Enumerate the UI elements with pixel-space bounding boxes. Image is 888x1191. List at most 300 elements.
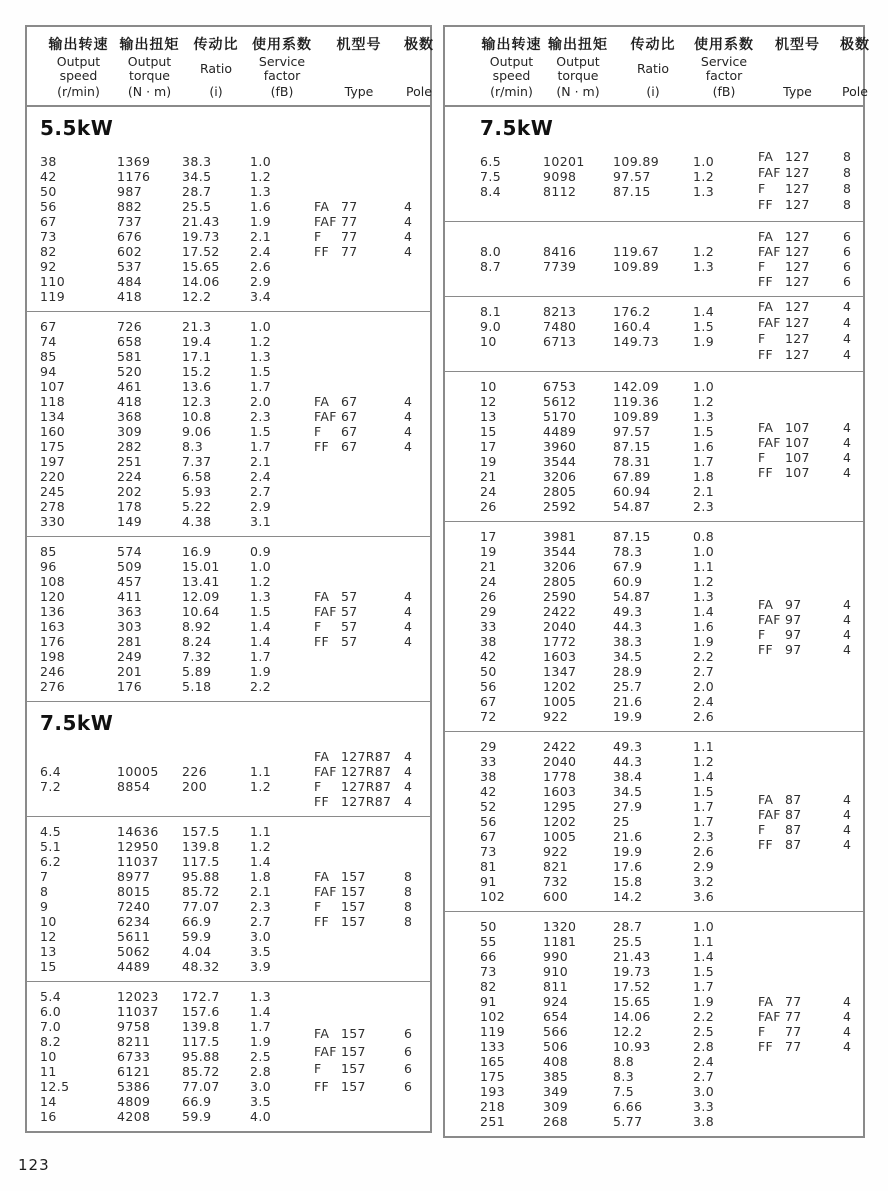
cell-speed: 5.4 — [40, 989, 62, 1004]
cell-speed: 163 — [40, 619, 66, 634]
pole-value: 4 — [843, 994, 851, 1009]
cell-speed: 56 — [40, 199, 57, 214]
cell-speed: 119 — [40, 289, 66, 304]
header-label-en — [117, 54, 182, 84]
type-row — [758, 229, 859, 244]
cell-torque: 5611 — [117, 929, 151, 944]
pole-value: 4 — [404, 439, 412, 454]
table-row — [40, 679, 424, 694]
cell-ratio: 25.7 — [613, 679, 643, 694]
cell-torque: 1005 — [543, 829, 577, 844]
cell-torque: 461 — [117, 379, 143, 394]
type-prefix: F — [314, 899, 322, 914]
cell-torque: 7480 — [543, 319, 577, 334]
type-model: 107 — [785, 434, 810, 450]
pole-value: 4 — [404, 229, 412, 244]
header-label-zh: 极数 — [404, 37, 434, 53]
pole-value: 4 — [843, 821, 851, 837]
header-unit: (fB) — [712, 84, 736, 99]
type-label — [314, 634, 404, 649]
type-prefix: FF — [758, 1039, 773, 1054]
cell-speed: 91 — [480, 874, 497, 889]
cell-ratio: 54.87 — [613, 499, 651, 514]
cell-fb: 1.3 — [693, 589, 715, 604]
cell-speed: 175 — [480, 1069, 506, 1084]
type-label — [314, 914, 404, 929]
cell-speed: 251 — [480, 1114, 506, 1129]
type-row — [758, 196, 859, 212]
cell-speed: 73 — [480, 964, 497, 979]
cell-fb: 1.1 — [693, 934, 715, 949]
cell-ratio: 38.3 — [182, 154, 212, 169]
cell-speed: 7.2 — [40, 779, 62, 794]
type-label — [314, 1061, 404, 1076]
cell-ratio: 176.2 — [613, 304, 651, 319]
cell-ratio: 44.3 — [613, 619, 643, 634]
cell-ratio: 8.3 — [613, 1069, 635, 1084]
spec-block — [27, 817, 430, 982]
type-label — [758, 450, 843, 465]
type-label — [314, 764, 404, 779]
type-prefix: FAF — [758, 314, 781, 330]
type-prefix: FF — [758, 641, 773, 657]
cell-speed: 6.2 — [40, 854, 62, 869]
cell-torque: 1347 — [543, 664, 577, 679]
cell-torque: 1005 — [543, 694, 577, 709]
pole-value: 4 — [843, 330, 851, 346]
type-prefix: FF — [314, 914, 329, 929]
type-row — [758, 597, 859, 612]
type-prefix: FAF — [758, 806, 781, 822]
type-row — [314, 619, 426, 634]
cell-fb: 2.8 — [693, 1039, 715, 1054]
spec-table-left — [25, 25, 432, 1133]
header-en-line: speed — [492, 68, 531, 83]
cell-ratio: 87.15 — [613, 184, 651, 199]
column-header — [404, 34, 434, 99]
column-header — [755, 34, 840, 99]
type-label — [758, 197, 843, 212]
cell-fb: 1.5 — [693, 964, 715, 979]
pole-value: 4 — [404, 619, 412, 634]
table-row — [40, 1004, 424, 1019]
type-prefix: F — [314, 1061, 322, 1077]
cell-ratio: 16.9 — [182, 544, 212, 559]
header-en-line: Ratio — [636, 61, 670, 76]
type-prefix: FF — [314, 794, 329, 809]
header-en-line: torque — [128, 68, 170, 83]
pole-value: 4 — [843, 298, 851, 314]
cell-torque: 176 — [117, 679, 143, 694]
cell-fb: 1.5 — [250, 604, 272, 619]
table-row — [480, 979, 857, 994]
cell-ratio: 12.2 — [182, 289, 212, 304]
cell-torque: 178 — [117, 499, 143, 514]
type-model: 67 — [341, 439, 358, 454]
type-row — [314, 1025, 426, 1043]
cell-ratio: 17.52 — [182, 244, 220, 259]
cell-torque: 9098 — [543, 169, 577, 184]
type-model: 157 — [341, 914, 366, 929]
type-prefix: FAF — [314, 764, 337, 779]
header-unit: Type — [783, 84, 812, 99]
cell-ratio: 119.67 — [613, 244, 660, 259]
type-row — [758, 450, 859, 465]
table-row — [40, 469, 424, 484]
type-prefix: F — [758, 821, 766, 837]
cell-ratio: 28.9 — [613, 664, 643, 679]
cell-speed: 276 — [40, 679, 66, 694]
cell-speed: 245 — [40, 484, 66, 499]
cell-speed: 52 — [480, 799, 497, 814]
type-prefix: FA — [758, 596, 774, 612]
cell-speed: 136 — [40, 604, 66, 619]
cell-fb: 1.4 — [250, 619, 272, 634]
cell-fb: 1.2 — [250, 839, 272, 854]
type-row — [314, 604, 426, 619]
cell-speed: 56 — [480, 814, 497, 829]
cell-speed: 16 — [40, 1109, 57, 1124]
cell-fb: 2.7 — [250, 484, 272, 499]
type-prefix: FA — [314, 589, 330, 604]
type-label — [758, 597, 843, 612]
cell-fb: 1.1 — [693, 739, 715, 754]
table-row — [480, 859, 857, 874]
cell-ratio: 19.73 — [613, 964, 651, 979]
cell-ratio: 60.9 — [613, 574, 643, 589]
header-label-en — [693, 54, 755, 84]
cell-fb: 1.4 — [250, 1004, 272, 1019]
type-prefix: FA — [758, 994, 774, 1009]
type-model: 107 — [785, 464, 810, 480]
type-label — [758, 259, 843, 274]
cell-fb: 3.5 — [250, 944, 272, 959]
cell-speed: 8.0 — [480, 244, 502, 259]
table-row — [480, 694, 857, 709]
type-prefix: FAF — [314, 214, 337, 229]
type-row — [758, 148, 859, 164]
table-row — [480, 919, 857, 934]
cell-ratio: 10.93 — [613, 1039, 651, 1054]
cell-ratio: 97.57 — [613, 169, 651, 184]
cell-fb: 1.7 — [693, 814, 715, 829]
cell-fb: 1.9 — [250, 214, 272, 229]
type-prefix: FAF — [758, 164, 781, 180]
type-prefix: FF — [758, 836, 773, 852]
cell-ratio: 5.77 — [613, 1114, 643, 1129]
cell-torque: 8416 — [543, 244, 577, 259]
cell-ratio: 8.8 — [613, 1054, 635, 1069]
type-row — [758, 642, 859, 657]
pole-value: 4 — [404, 424, 412, 439]
cell-fb: 1.0 — [250, 559, 272, 574]
type-prefix: FA — [758, 229, 774, 244]
cell-torque: 418 — [117, 289, 143, 304]
type-row — [758, 465, 859, 480]
pole-value: 4 — [404, 409, 412, 424]
cell-speed: 42 — [40, 169, 57, 184]
table-row — [480, 709, 857, 724]
type-model: 97 — [785, 641, 802, 657]
type-model: 87 — [785, 821, 802, 837]
table-row — [40, 854, 424, 869]
type-model: 127 — [785, 148, 810, 164]
table-row — [40, 154, 424, 169]
cell-ratio: 4.04 — [182, 944, 212, 959]
cell-torque: 6733 — [117, 1049, 151, 1064]
cell-fb: 1.1 — [250, 824, 272, 839]
cell-speed: 50 — [480, 664, 497, 679]
cell-torque: 12023 — [117, 989, 159, 1004]
cell-ratio: 142.09 — [613, 379, 660, 394]
cell-speed: 220 — [40, 469, 66, 484]
cell-speed: 15 — [480, 424, 497, 439]
type-label — [314, 214, 404, 229]
cell-ratio: 12.2 — [613, 1024, 643, 1039]
pole-value: 6 — [404, 1043, 412, 1059]
type-model: 127 — [785, 164, 810, 180]
table-header — [445, 27, 870, 107]
header-label-zh: 输出扭矩 — [119, 37, 180, 53]
header-label-en — [613, 54, 693, 84]
cell-fb: 3.8 — [693, 1114, 715, 1129]
cell-ratio: 12.3 — [182, 394, 212, 409]
type-row — [758, 244, 859, 259]
table-section — [27, 702, 430, 1131]
type-model: 57 — [341, 604, 358, 619]
cell-ratio: 78.31 — [613, 454, 651, 469]
cell-torque: 602 — [117, 244, 143, 259]
cell-ratio: 10.64 — [182, 604, 220, 619]
cell-torque: 309 — [117, 424, 143, 439]
cell-speed: 102 — [480, 1009, 506, 1024]
cell-fb: 2.3 — [693, 499, 715, 514]
cell-torque: 5170 — [543, 409, 577, 424]
cell-fb: 2.9 — [250, 499, 272, 514]
cell-ratio: 117.5 — [182, 854, 220, 869]
cell-speed: 73 — [40, 229, 57, 244]
cell-ratio: 14.06 — [182, 274, 220, 289]
type-label — [758, 627, 843, 642]
cell-torque: 5386 — [117, 1079, 151, 1094]
cell-fb: 1.4 — [693, 769, 715, 784]
type-model: 57 — [341, 619, 358, 634]
header-label-zh: 极数 — [840, 37, 870, 53]
table-row — [40, 289, 424, 304]
cell-fb: 3.0 — [250, 929, 272, 944]
cell-fb: 1.4 — [693, 949, 715, 964]
pole-value: 4 — [843, 464, 851, 480]
cell-fb: 2.6 — [693, 709, 715, 724]
cell-ratio: 34.5 — [613, 649, 643, 664]
header-label-zh: 输出转速 — [481, 37, 542, 53]
header-unit: (i) — [209, 84, 223, 99]
type-label — [758, 149, 843, 164]
cell-torque: 4489 — [117, 959, 151, 974]
header-label-zh: 使用系数 — [252, 37, 312, 53]
cell-speed: 67 — [40, 214, 57, 229]
type-prefix: FF — [314, 1078, 329, 1094]
type-block — [314, 589, 426, 649]
cell-torque: 249 — [117, 649, 143, 664]
type-prefix: FA — [758, 791, 774, 807]
type-label — [314, 884, 404, 899]
cell-torque: 202 — [117, 484, 143, 499]
type-label — [314, 244, 404, 259]
cell-fb: 3.4 — [250, 289, 272, 304]
cell-ratio: 7.37 — [182, 454, 212, 469]
cell-ratio: 95.88 — [182, 869, 220, 884]
type-label — [314, 619, 404, 634]
cell-speed: 102 — [480, 889, 506, 904]
cell-fb: 4.0 — [250, 1109, 272, 1124]
cell-speed: 56 — [480, 679, 497, 694]
cell-fb: 2.9 — [250, 274, 272, 289]
header-label-en — [755, 54, 840, 84]
type-block — [758, 792, 859, 852]
cell-torque: 3206 — [543, 559, 577, 574]
cell-torque: 251 — [117, 454, 143, 469]
cell-speed: 10 — [40, 1049, 57, 1064]
spec-block — [27, 312, 430, 537]
cell-ratio: 157.5 — [182, 824, 220, 839]
type-row — [314, 409, 426, 424]
pole-value: 4 — [404, 214, 412, 229]
cell-torque: 363 — [117, 604, 143, 619]
section-title: 7.5kW — [40, 711, 114, 735]
type-prefix: FAF — [314, 884, 337, 899]
cell-torque: 8112 — [543, 184, 577, 199]
cell-fb: 3.0 — [693, 1084, 715, 1099]
type-model: 127R87 — [341, 794, 392, 809]
type-prefix: FAF — [758, 434, 781, 450]
header-label-en — [40, 54, 117, 84]
cell-torque: 520 — [117, 364, 143, 379]
cell-speed: 66 — [480, 949, 497, 964]
pole-value: 4 — [843, 434, 851, 450]
type-row — [758, 274, 859, 289]
type-model: 77 — [341, 244, 358, 259]
type-row — [758, 435, 859, 450]
cell-ratio: 38.4 — [613, 769, 643, 784]
cell-torque: 1202 — [543, 814, 577, 829]
cell-ratio: 157.6 — [182, 1004, 220, 1019]
type-label — [314, 749, 404, 764]
type-prefix: FF — [758, 464, 773, 480]
header-label-zh: 传动比 — [193, 37, 239, 53]
cell-torque: 811 — [543, 979, 569, 994]
cell-speed: 17 — [480, 529, 497, 544]
pole-value: 4 — [843, 836, 851, 852]
type-model: 87 — [785, 836, 802, 852]
header-label-en — [480, 54, 543, 84]
cell-ratio: 44.3 — [613, 754, 643, 769]
cell-ratio: 87.15 — [613, 529, 651, 544]
cell-fb: 1.7 — [693, 454, 715, 469]
pole-value: 4 — [404, 634, 412, 649]
type-label — [314, 439, 404, 454]
cell-torque: 658 — [117, 334, 143, 349]
type-block — [314, 1025, 426, 1095]
cell-ratio: 19.73 — [182, 229, 220, 244]
type-label — [314, 869, 404, 884]
type-row — [758, 298, 859, 314]
cell-fb: 2.3 — [250, 899, 272, 914]
type-prefix: F — [758, 259, 766, 274]
cell-speed: 134 — [40, 409, 66, 424]
type-label — [314, 199, 404, 214]
type-model: 157 — [341, 869, 366, 884]
pole-value: 4 — [843, 1024, 851, 1039]
cell-ratio: 19.9 — [613, 844, 643, 859]
cell-ratio: 21.6 — [613, 829, 643, 844]
table-row — [40, 664, 424, 679]
header-en-line: Output — [556, 54, 600, 69]
header-unit: Type — [344, 84, 374, 99]
type-prefix: FA — [758, 148, 774, 164]
header-en-line: Output — [56, 54, 101, 69]
cell-torque: 537 — [117, 259, 143, 274]
type-model: 77 — [785, 1009, 802, 1024]
type-model: 157 — [341, 884, 366, 899]
pole-value: 4 — [404, 394, 412, 409]
table-row — [480, 379, 857, 394]
table-row — [40, 379, 424, 394]
type-label — [758, 181, 843, 196]
cell-torque: 11037 — [117, 1004, 159, 1019]
table-row — [480, 949, 857, 964]
cell-ratio: 95.88 — [182, 1049, 220, 1064]
type-block — [758, 229, 859, 289]
pole-value: 4 — [843, 806, 851, 822]
header-en-line: Service — [700, 54, 748, 69]
cell-fb: 1.3 — [250, 184, 272, 199]
cell-ratio: 77.07 — [182, 899, 220, 914]
cell-torque: 4489 — [543, 424, 577, 439]
pole-value: 8 — [404, 899, 412, 914]
table-row — [480, 544, 857, 559]
type-label — [758, 347, 843, 362]
type-label — [758, 465, 843, 480]
cell-torque: 7240 — [117, 899, 151, 914]
cell-torque: 8854 — [117, 779, 151, 794]
cell-fb: 1.9 — [693, 634, 715, 649]
cell-torque: 2592 — [543, 499, 577, 514]
cell-speed: 29 — [480, 739, 497, 754]
cell-fb: 1.5 — [693, 319, 715, 334]
type-model: 87 — [785, 806, 802, 822]
type-label — [758, 1009, 843, 1024]
header-label-zh: 机型号 — [336, 37, 382, 53]
header-unit: (N · m) — [556, 84, 600, 99]
header-label-en — [182, 54, 250, 84]
column-header — [250, 34, 314, 99]
cell-torque: 10005 — [117, 764, 159, 779]
cell-ratio: 149.73 — [613, 334, 660, 349]
column-header — [613, 34, 693, 99]
cell-fb: 2.4 — [693, 694, 715, 709]
cell-speed: 55 — [480, 934, 497, 949]
table-row — [40, 544, 424, 559]
type-block — [314, 749, 426, 809]
type-label — [314, 1044, 404, 1059]
cell-fb: 1.2 — [250, 574, 272, 589]
table-row — [480, 529, 857, 544]
table-row — [40, 484, 424, 499]
pole-value: 4 — [843, 449, 851, 465]
type-prefix: FA — [758, 298, 774, 314]
cell-torque: 581 — [117, 349, 143, 364]
